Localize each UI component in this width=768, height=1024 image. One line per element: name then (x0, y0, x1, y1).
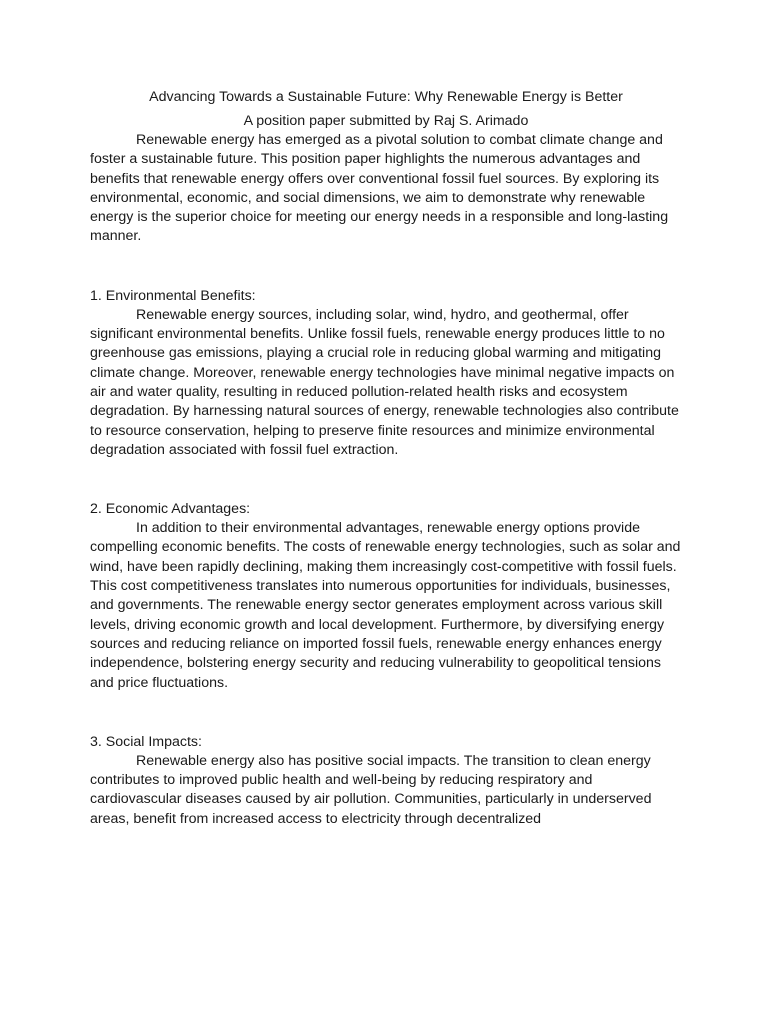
section-heading-social: 3. Social Impacts: (90, 733, 202, 750)
intro-paragraph: Renewable energy has emerged as a pivotal solution to combat climate change and foster a sustainable future. This position paper highlights the numerous advantages and benefits that renewable energy offers over conventional fossil fuel sources. By exploring its environmental, economic, and social dimensions, we aim to demonstrate why renewable energy is the superior choice for meeting our energy needs in a responsible and long-lasting manner. (90, 132, 669, 245)
section-body-economic: In addition to their environmental advantages, renewable energy options provide compelling economic benefits. The costs of renewable energy technologies, such as solar and wind, have been rapidly declining, making them increasingly cost-competitive with fossil fuels. This cost competitiveness translates into numerous opportunities for individuals, businesses, and governments. The renewable energy sector generates employment across various skill levels, driving economic growth and local development. Furthermore, by diversifying energy sources and reducing reliance on imported fossil fuels, renewable energy enhances energy independence, bolstering energy security and reducing vulnerability to geopolitical tensions and price fluctuations. (90, 520, 681, 691)
section-body-social: Renewable energy also has positive social impacts. The transition to clean energy contributes to improved public health and well-being by reducing respiratory and cardiovascular diseases caused by air pollution. Communities, particularly in underserved areas, benefit from increased access to electricity through decentralized (90, 752, 652, 827)
section-heading-environmental: 1. Environmental Benefits: (90, 287, 256, 304)
document-page (90, 88, 682, 829)
section-body-environmental: Renewable energy sources, including solar, wind, hydro, and geothermal, offer significant environmental benefits. Unlike fossil fuels, renewable energy produces little to no greenhouse gas emissions, playing a crucial role in reducing global warming and mitigating climate change. Moreover, renewable energy technologies have minimal negative impacts on air and water quality, resulting in reduced pollution-related health risks and ecosystem degradation. By harnessing natural sources of energy, renewable technologies also contribute to resource conservation, helping to preserve finite resources and minimize environmental degradation associated with fossil fuel extraction. (90, 306, 679, 458)
document-title: Advancing Towards a Sustainable Future: Why Renewable Energy is Better (149, 89, 623, 105)
section-heading-economic: 2. Economic Advantages: (90, 501, 251, 518)
document-subtitle: A position paper submitted by Raj S. Arimado (243, 113, 529, 129)
